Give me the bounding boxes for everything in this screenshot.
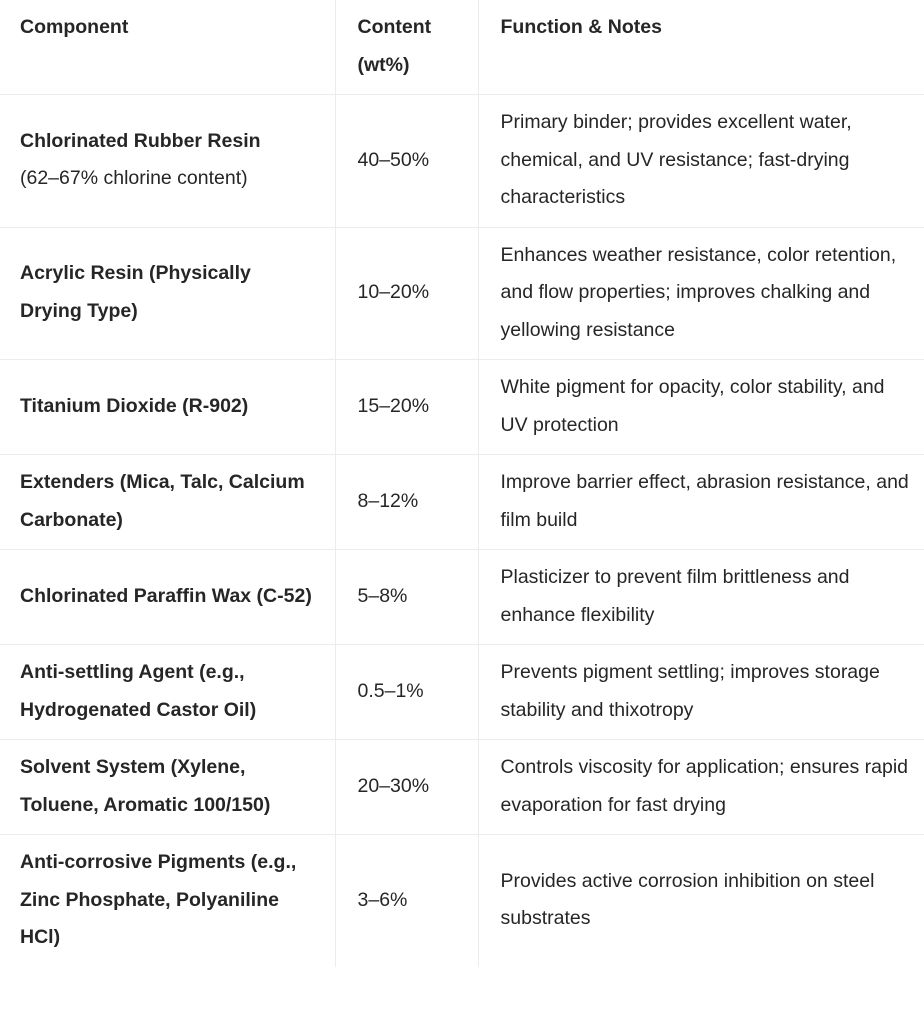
notes-cell: Improve barrier effect, abrasion resistance, and film build — [478, 455, 924, 550]
notes-cell: Prevents pigment settling; improves storage stability and thixotropy — [478, 645, 924, 740]
component-cell: Extenders (Mica, Talc, Calcium Carbonate) — [0, 455, 335, 550]
content-cell: 8–12% — [335, 455, 478, 550]
component-cell: Solvent System (Xylene, Toluene, Aromatic 100/150) — [0, 740, 335, 835]
header-component: Component — [0, 0, 335, 95]
component-name: Chlorinated Rubber Resin — [20, 129, 261, 152]
content-cell: 15–20% — [335, 360, 478, 455]
content-cell: 0.5–1% — [335, 645, 478, 740]
component-cell: Titanium Dioxide (R-902) — [0, 360, 335, 455]
content-cell: 3–6% — [335, 835, 478, 967]
component-note: (62–67% chlorine content) — [20, 167, 248, 190]
header-content: Content (wt%) — [335, 0, 478, 95]
table-header-row — [0, 0, 924, 95]
notes-cell: Enhances weather resistance, color retention, and flow properties; improves chalking and yellowing resistance — [478, 227, 924, 360]
notes-cell: White pigment for opacity, color stability, and UV protection — [478, 360, 924, 455]
table-row — [0, 740, 924, 835]
table-row — [0, 550, 924, 645]
content-cell: 5–8% — [335, 550, 478, 645]
component-cell: Anti-corrosive Pigments (e.g., Zinc Phosphate, Polyaniline HCl) — [0, 835, 335, 967]
header-function-notes: Function & Notes — [478, 0, 924, 95]
component-cell: Anti-settling Agent (e.g., Hydrogenated Castor Oil) — [0, 645, 335, 740]
component-cell — [0, 95, 335, 228]
content-cell: 20–30% — [335, 740, 478, 835]
table-row — [0, 455, 924, 550]
table-row — [0, 645, 924, 740]
notes-cell: Primary binder; provides excellent water, chemical, and UV resistance; fast-drying characteristics — [478, 95, 924, 228]
content-cell: 40–50% — [335, 95, 478, 228]
notes-cell: Controls viscosity for application; ensures rapid evaporation for fast drying — [478, 740, 924, 835]
component-cell: Chlorinated Paraffin Wax (C-52) — [0, 550, 335, 645]
component-cell: Acrylic Resin (Physically Drying Type) — [0, 227, 335, 360]
table-row — [0, 227, 924, 360]
content-cell: 10–20% — [335, 227, 478, 360]
table-row — [0, 95, 924, 228]
table-row — [0, 835, 924, 967]
notes-cell: Provides active corrosion inhibition on steel substrates — [500, 869, 875, 930]
notes-cell: Plasticizer to prevent film brittleness and enhance flexibility — [478, 550, 924, 645]
table-row — [0, 360, 924, 455]
